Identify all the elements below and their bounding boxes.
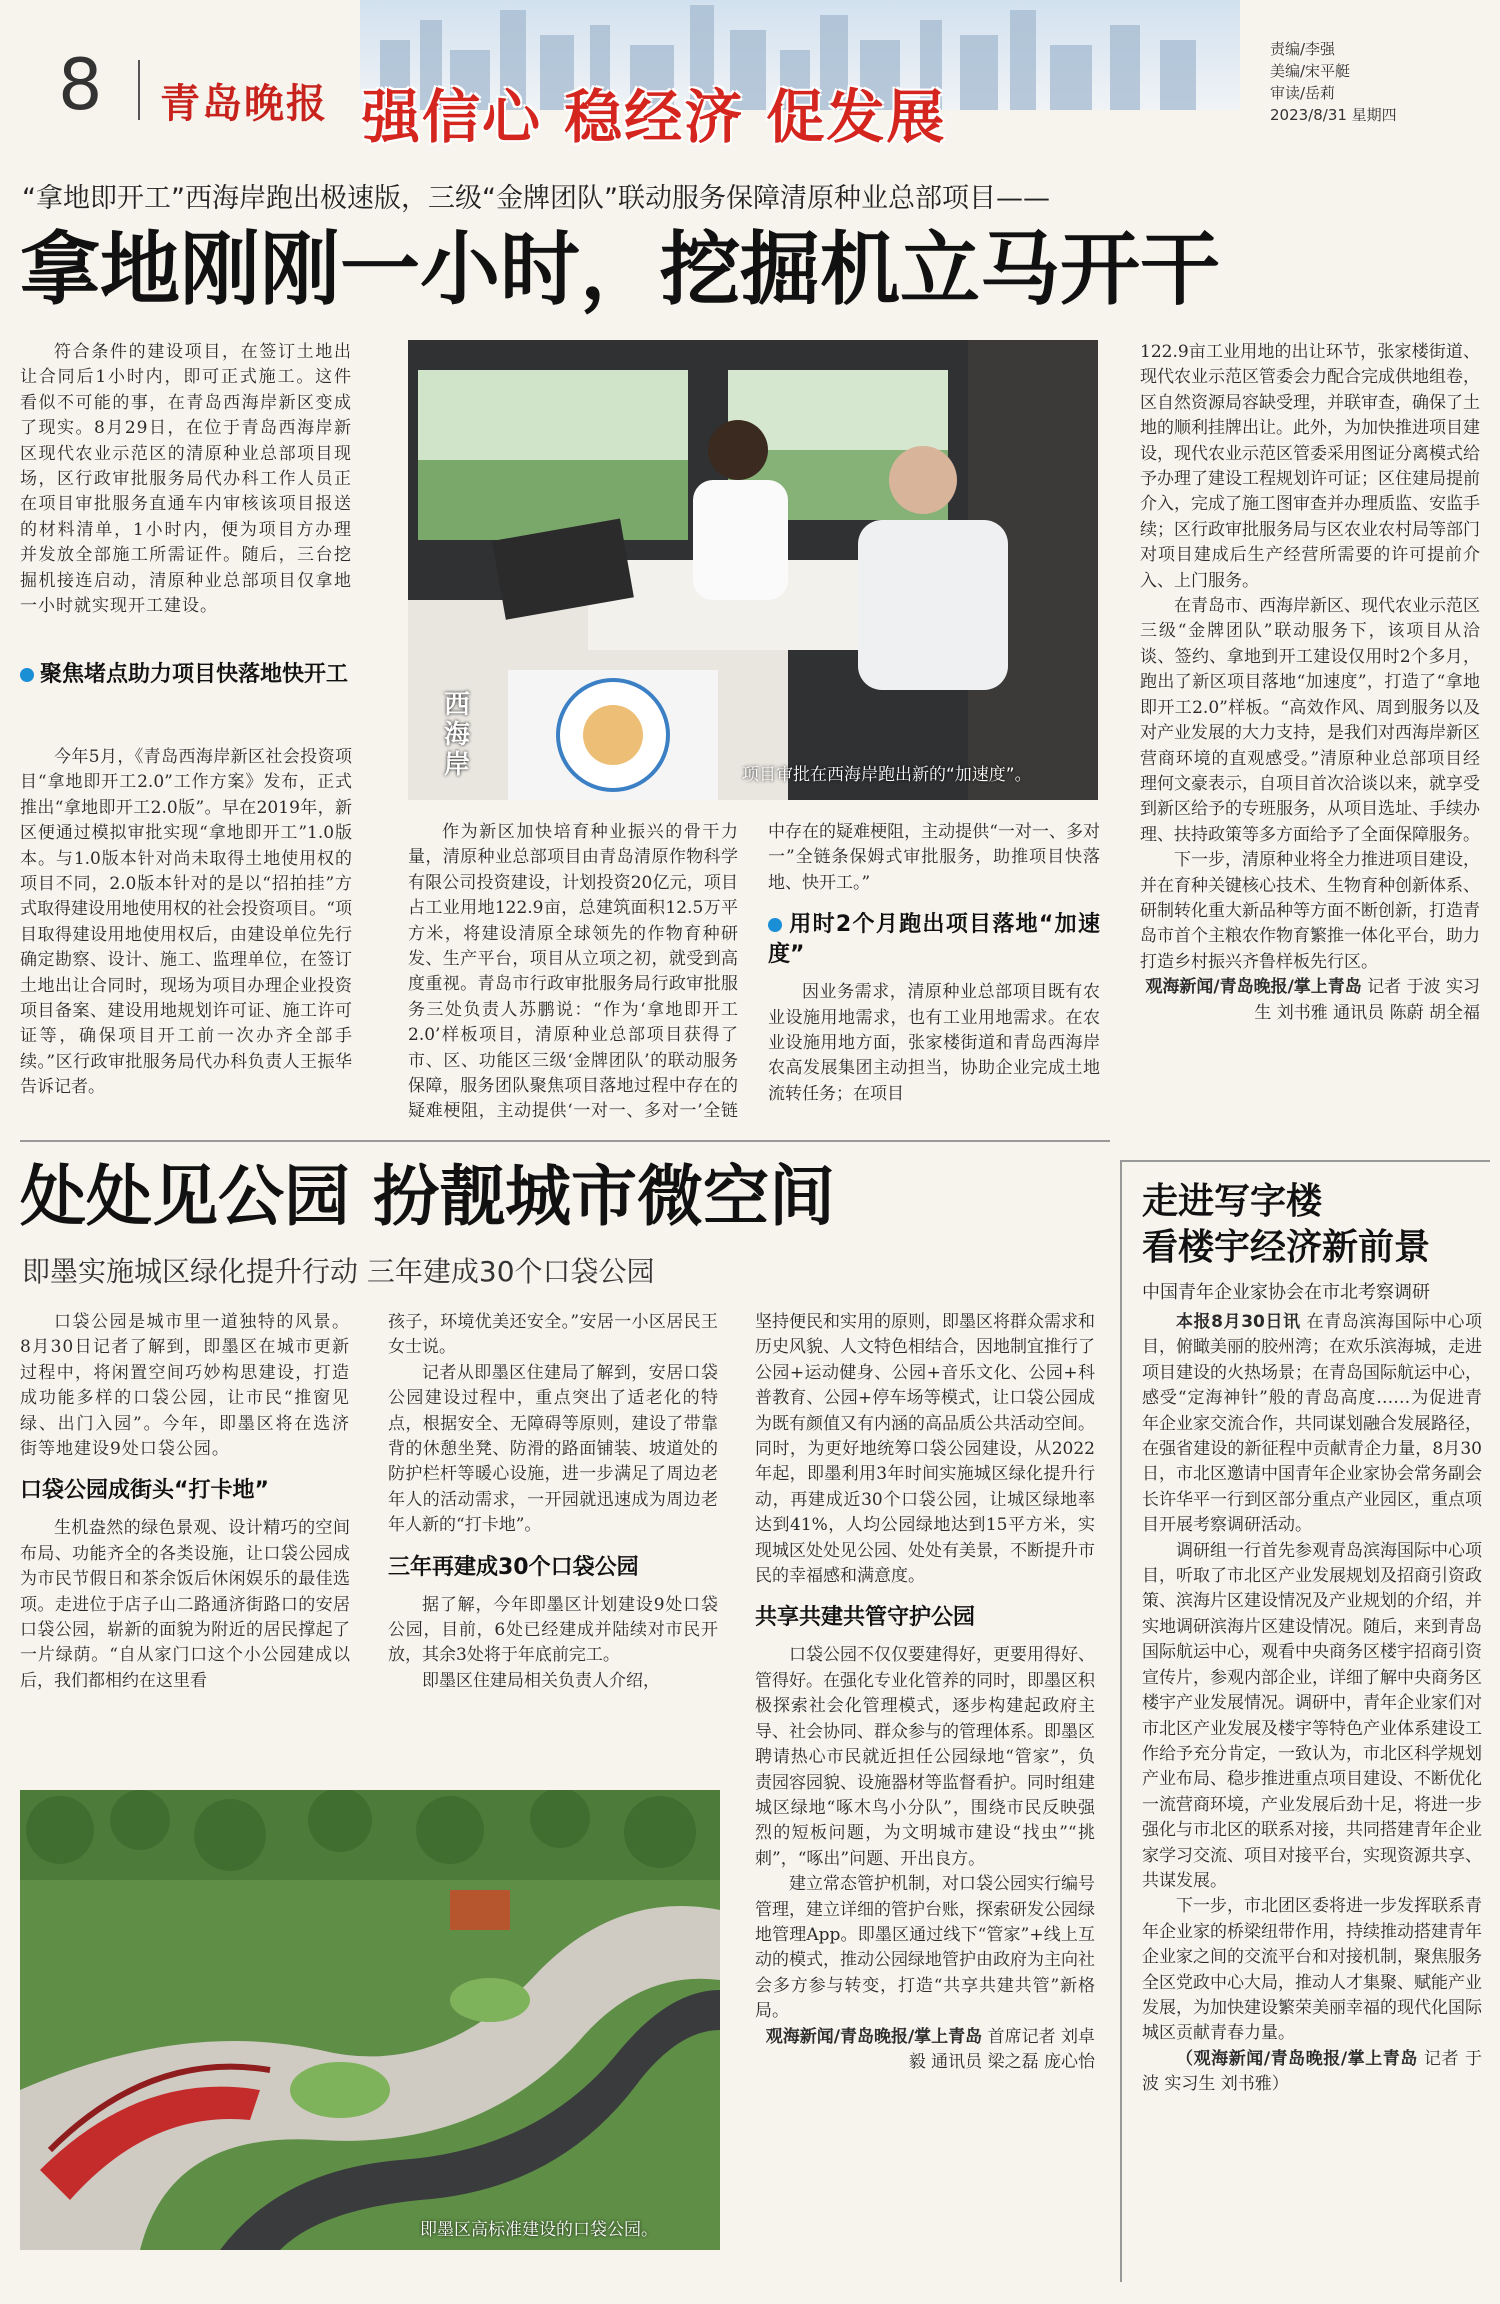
article3-headline-2: 看楼宇经济新前景 — [1142, 1227, 1431, 1268]
article1-col-left-sub — [20, 660, 352, 740]
article2-p1: 口袋公园是城市里一道独特的风景。8月30日记者了解到，即墨区在城市更新过程中，将闲置空间巧妙构思建设，打造成功能多样的口袋公园，让市民“推窗见绿、出门入园”。今年，即墨区将在选济街等地建设9处口袋公园。 — [20, 1312, 350, 1460]
article1-byline — [1140, 975, 1480, 1026]
article1-col-2 — [408, 820, 738, 1120]
article1-byline-rest: 记者 于波 实习生 刘书雅 通讯员 陈蔚 胡全福 — [1254, 977, 1480, 1023]
editor-credit: 责编/李强 — [1270, 40, 1336, 58]
article3-body — [1142, 1310, 1482, 2270]
article1-photo-caption: 项目审批在西海岸跑出新的“加速度”。 — [742, 765, 1032, 785]
article2-col-3 — [755, 1310, 1095, 2250]
article3-p1: 在青岛滨海国际中心项目，俯瞰美丽的胶州湾；在欢乐滨海城，走进项目建设的火热场景；在青岛国际航运中心，感受“定海神针”般的青岛高度……为促进青年企业家交流合作，共同谋划融合发展路径，在强省建设的新征程中贡献青企力量，8月30日，市北区邀请中国青年企业家协会常务副会长许华平一行到区部分重点产业园区，重点项目开展考察调研活动。 — [1142, 1312, 1482, 1536]
article1-p4: 在青岛市、西海岸新区、现代农业示范区三级“金牌团队”联动服务下，该项目从洽谈、签约、拿地到开工建设仅用时2个多月，跑出了新区项目落地“加速度”，打造了“拿地即开工2.0”样板。“高效作风、周到服务以及对产业发展的大力支持，是我们对西海岸新区营商环境的直观感受。”清原种业总部项目经理何文豪表示，自项目首次洽谈以来，就享受到新区给予的专班服务，从项目选址、手续办理、扶持政策等多方面给予了全面保障服务。 — [1140, 596, 1480, 845]
article1-byline-org: 观海新闻/青岛晚报/掌上青岛 — [1145, 977, 1362, 998]
article1-subhead-2: 用时2个月跑出项目落地“加速度” — [768, 912, 1100, 968]
reviewer-credit: 审读/岳莉 — [1270, 84, 1336, 102]
article2-subhead: 即墨实施城区绿化提升行动 三年建成30个口袋公园 — [22, 1255, 655, 1288]
article2-col-2 — [388, 1310, 718, 1780]
article1-col-left-top — [20, 340, 352, 640]
article2-p2: 生机盎然的绿色景观、设计精巧的空间布局、功能齐全的各类设施，让口袋公园成为市民节假日和茶余饭后休闲娱乐的最佳选项。走进位于店子山二路通济街路口的安居口袋公园，崭新的面貌为附近的居民撑起了一片绿荫。“自从家门口这个小公园建成以后，我们都相约在这里看 — [20, 1518, 350, 1691]
article2-p6: 口袋公园不仅仅要建得好，更要用得好、管得好。在强化专业化管养的同时，即墨区积极探索社会化管理模式，逐步构建起政府主导、社会协同、群众参与的管理体系。即墨区聘请热心市民就近担任公园绿地“管家”，负责园容园貌、设施器材等监督看护。同时组建城区绿地“啄木鸟小分队”，围绕市民反映强烈的短板问题，为文明城市建设“找虫”“挑刺”，“啄出”问题、开出良方。 — [755, 1645, 1095, 1869]
bullet-dot-icon — [768, 918, 782, 932]
article2-p4: 据了解，今年即墨区计划建设9处口袋公园，目前，6处已经建成并陆续对市民开放，其余3处将于年底前完工。 — [388, 1594, 718, 1666]
article3-dateline: 本报8月30日讯 — [1176, 1312, 1301, 1332]
article3-byline — [1142, 2047, 1482, 2098]
article1-subhead-1: 聚焦堵点助力项目快落地快开工 — [40, 662, 349, 687]
article1-p2: 作为新区加快培育种业振兴的骨干力量，清原种业总部项目由青岛清原作物科学有限公司投资建设，计划投资20亿元，项目占工业用地122.9亩，总建筑面积12.5万平方米，将建设清原全球领先的作物育种研发、生产平台，项目从立项之初，就受到高度重视。青岛市行政审批服务局行政审批服务三处负责人苏鹏说：“作为‘拿地即开工2.0’样板项目，清原种业总部项目获得了市、区、功能区三级‘金牌团队’的联动服务保障，服务团队聚焦项目落地过程中存在的疑难梗阻，主动提供‘一对一、多对一’全链 — [408, 822, 738, 1120]
section-divider — [20, 1140, 1110, 1142]
article2-p2-continued: 孩子，环境优美还安全。”安居一小区居民王女士说。 — [388, 1312, 718, 1358]
article1-lead: 符合条件的建设项目，在签订土地出让合同后1小时内，即可正式施工。这件看似不可能的事，在青岛西海岸新区变成了现实。8月29日，在位于青岛西海岸新区现代农业示范区的清原种业总部项目现场，区行政审批服务局代办科工作人员正在项目审批服务直通车内审核该项目报送的材料清单，1小时内，便为项目方办理并发放全部施工所需证件。随后，三台挖掘机接连启动，清原种业总部项目仅拿地一小时就实现开工建设。 — [20, 342, 352, 617]
article1-headline: 拿地刚刚一小时，挖掘机立马开干 — [20, 223, 1220, 316]
article2-subhead-2: 三年再建成30个口袋公园 — [388, 1554, 639, 1580]
header-divider — [138, 60, 140, 120]
article3-headline-1: 走进写字楼 — [1142, 1181, 1323, 1222]
credits-block — [1270, 38, 1397, 126]
article1-p5: 下一步，清原种业将全力推进项目建设，并在育种关键核心技术、生物育种创新体系、研制转化重大新品种等方面不断创新，打造青岛市首个主粮农作物育繁推一体化平台，助力打造乡村振兴齐鲁样板先行区。 — [1140, 850, 1480, 972]
banner-slogan: 强信心 稳经济 促发展 — [362, 83, 947, 151]
page-header — [0, 0, 1500, 151]
article2-byline-org: 观海新闻/青岛晚报/掌上青岛 — [765, 2026, 983, 2047]
paper-logo: 青岛晚报 — [160, 80, 328, 127]
article2-p3: 记者从即墨区住建局了解到，安居口袋公园建设过程中，重点突出了适老化的特点，根据安全、无障碍等原则，建设了带靠背的休憩坐凳、防滑的路面铺装、坡道处的防护栏杆等暖心设施，进一步满足了周边老年人的活动需求，一开园就迅速成为周边老年人新的“打卡地”。 — [388, 1362, 718, 1536]
article2-photo-caption: 即墨区高标准建设的口袋公园。 — [420, 2220, 658, 2240]
page-number: 8 — [58, 44, 103, 126]
article3-subhead: 中国青年企业家协会在市北考察调研 — [1142, 1282, 1430, 1303]
article1-photo — [408, 340, 1098, 800]
article2-p7: 建立常态管护机制，对口袋公园实行编号管理，建立详细的管护台账，探索研发公园绿地管理App。即墨区通过线下“管家”+线上互动的模式，推动公园绿地管护由政府为主向社会多方参与转变，打造“共享共建共管”新格局。 — [755, 1874, 1095, 2022]
article1-p1: 今年5月，《青岛西海岸新区社会投资项目“拿地即开工2.0”工作方案》发布，正式推出“拿地即开工2.0版”。早在2019年，新区便通过模拟审批实现“拿地即开工”1.0版本。与1.0版本针对尚未取得土地使用权的项目不同，2.0版本针对的是以“招拍挂”方式取得建设用地使用权的社会投资项目。“项目取得建设用地使用权后，由建设单位先行确定勘察、设计、施工、监理单位，在签订土地出让合同时，现场为项目办理企业投资项目备案、建设用地规划许可证、施工许可证等，确保项目开工前一次办齐全部手续。”区行政审批服务局代办科负责人王振华告诉记者。 — [20, 747, 352, 1098]
article2-p5-continued: 坚持便民和实用的原则，即墨区将群众需求和历史风貌、人文特色相结合，因地制宜推行了公园+运动健身、公园+音乐文化、公园+科普教育、公园+停车场等模式，让口袋公园成为既有颜值又有内涵的高品质公共活动空间。同时，为更好地统筹口袋公园建设，从2022年起，即墨利用3年时间实施城区绿化提升行动，再建成近30个口袋公园，让城区绿地率达到41%，人均公园绿地达到15平方米，实现城区处处见公园、处处有美景，不断提升市民的幸福感和满意度。 — [755, 1312, 1095, 1587]
article2-photo — [20, 1790, 720, 2250]
issue-date: 2023/8/31 星期四 — [1270, 106, 1397, 124]
article3-byline-org: （观海新闻/青岛晚报/掌上青岛 — [1176, 2048, 1418, 2069]
article1-p3: 因业务需求，清原种业总部项目既有农业设施用地需求，也有工业用地需求。在农业设施用地方面，张家楼街道和青岛西海岸农高发展集团主动担当，协助企业完成土地流转任务；在项目 — [768, 982, 1100, 1104]
article1-col-1 — [20, 745, 352, 1125]
article2-p5: 即墨区住建局相关负责人介绍， — [422, 1670, 660, 1691]
article1-p2-continued: 中存在的疑难梗阻，主动提供“一对一、多对一”全链条保姆式审批服务，助推项目快落地、快开工。” — [768, 822, 1100, 893]
article1-kicker: “拿地即开工”西海岸跑出极速版，三级“金牌团队”联动服务保障清原种业总部项目—— — [22, 183, 1050, 214]
article1-col-right — [1140, 340, 1480, 1120]
article1-p3-continued: 122.9亩工业用地的出让环节，张家楼街道、现代农业示范区管委会力配合完成供地组卷，区自然资源局容缺受理，并联审查，确保了土地的顺利挂牌出让。此外，为加快推进项目建设，现代农业示范区管委采用图证分离模式给予办理了建设工程规划许可证；区住建局提前介入，完成了施工图审查并办理质监、安监手续；区行政审批服务局与区农业农村局等部门对项目建成后生产经营所需要的许可提前介入、上门服务。 — [1140, 342, 1480, 591]
article2-headline: 处处见公园 扮靓城市微空间 — [20, 1158, 835, 1235]
article2-subhead-3: 共享共建共管守护公园 — [755, 1605, 976, 1631]
article2-byline-rest: 首席记者 刘卓毅 通讯员 梁之磊 庞心怡 — [908, 2026, 1095, 2072]
article3-p2: 调研组一行首先参观青岛滨海国际中心项目，听取了市北区产业发展规划及招商引资政策、滨海片区建设情况及产业规划的介绍，并实地调研滨海片区建设情况。随后，来到青岛国际航运中心，观看中央商务区楼宇招商引资宣传片，参观内部企业，详细了解中央商务区楼宇产业发展情况。调研中，青年企业家们对市北区产业发展及楼宇等特色产业体系建设工作给予充分肯定，一致认为，市北区科学规划产业布局、稳步推进重点项目建设、不断优化一流营商环境，产业发展后劲十足，将进一步强化与市北区的联系对接，共同搭建青年企业家学习交流、项目对接平台，实现资源共享、共谋发展。 — [1142, 1540, 1482, 1891]
article3-p3: 下一步，市北团区委将进一步发挥联系青年企业家的桥梁纽带作用，持续推动搭建青年企业家之间的交流平台和对接机制，聚焦服务全区党政中心大局，推动人才集聚、赋能产业发展，为加快建设繁荣美丽幸福的现代化国际城区贡献青春力量。 — [1142, 1896, 1482, 2044]
designer-credit: 美编/宋平艇 — [1270, 62, 1351, 80]
article2-col-1 — [20, 1310, 350, 1780]
article2-byline — [755, 2025, 1095, 2076]
bullet-dot-icon — [20, 668, 34, 682]
article1-col-3 — [768, 820, 1100, 1120]
article1-photo-sign: 西海岸 — [444, 690, 471, 780]
article2-subhead-1: 口袋公园成街头“打卡地” — [20, 1478, 269, 1504]
article3-byline-rest: 记者 于波 实习生 刘书雅） — [1142, 2048, 1482, 2095]
